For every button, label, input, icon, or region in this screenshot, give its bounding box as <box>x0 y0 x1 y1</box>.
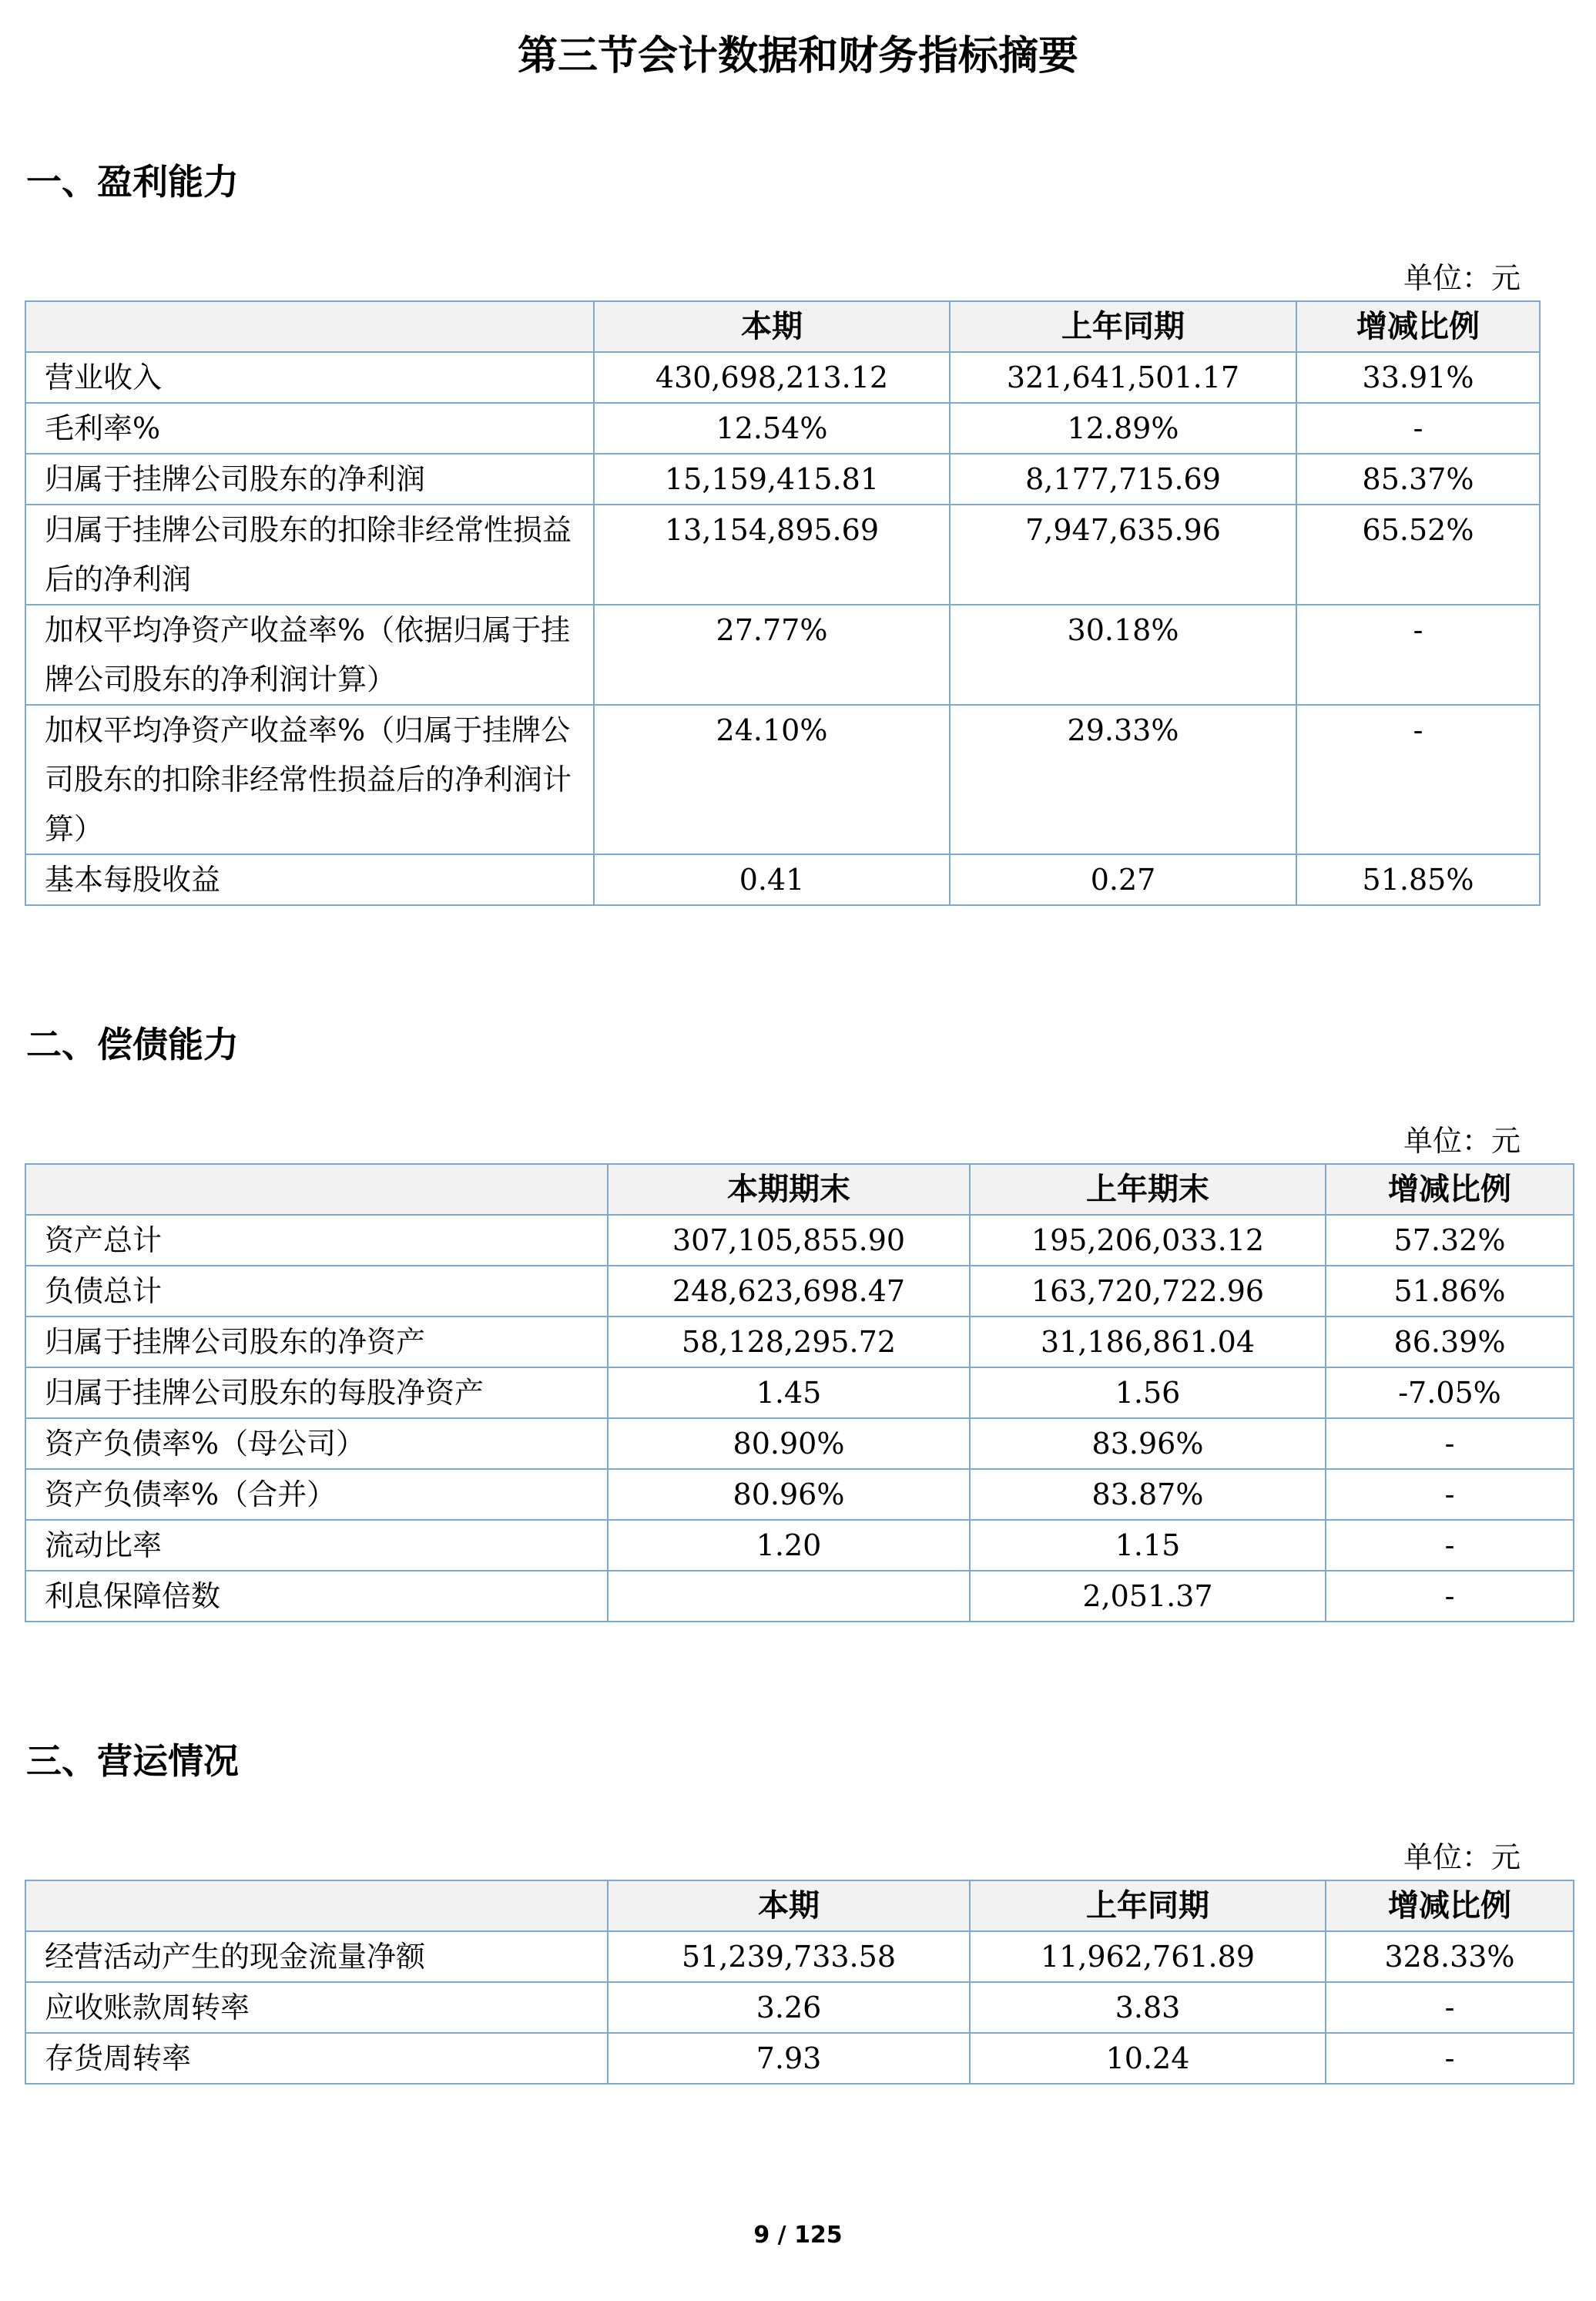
row-label: 营业收入 <box>25 352 594 403</box>
current-value: 27.77% <box>594 605 950 705</box>
unit-label: 单位：元 <box>1403 261 1521 295</box>
current-value: 7.93 <box>608 2033 970 2084</box>
row-label: 应收账款周转率 <box>25 1982 608 2033</box>
prior-value: 7,947,635.96 <box>950 505 1296 605</box>
prior-value: 12.89% <box>950 403 1296 454</box>
row-label: 归属于挂牌公司股东的净资产 <box>25 1317 608 1367</box>
change-ratio: -7.05% <box>1326 1367 1574 1418</box>
change-ratio: - <box>1296 403 1540 454</box>
table-row <box>25 1982 1574 2033</box>
row-label: 毛利率% <box>25 403 594 454</box>
current-value: 0.41 <box>594 854 950 905</box>
current-value: 58,128,295.72 <box>608 1317 970 1367</box>
row-label: 加权平均净资产收益率%（归属于挂牌公司股东的扣除非经常性损益后的净利润计算） <box>25 705 594 854</box>
table-row <box>25 854 1540 905</box>
header-cell: 上年同期 <box>970 1880 1326 1931</box>
row-label: 归属于挂牌公司股东的每股净资产 <box>25 1367 608 1418</box>
change-ratio: 85.37% <box>1296 454 1540 505</box>
prior-value: 195,206,033.12 <box>970 1215 1326 1266</box>
current-value: 12.54% <box>594 403 950 454</box>
page-number <box>0 2222 1596 2249</box>
current-value: 3.26 <box>608 1982 970 2033</box>
current-value: 13,154,895.69 <box>594 505 950 605</box>
table-row <box>25 1571 1574 1622</box>
prior-value: 31,186,861.04 <box>970 1317 1326 1367</box>
current-value: 24.10% <box>594 705 950 854</box>
table-header-row <box>25 1164 1574 1215</box>
table-row <box>25 1469 1574 1520</box>
table-row <box>25 1266 1574 1317</box>
row-label: 负债总计 <box>25 1266 608 1317</box>
prior-value: 2,051.37 <box>970 1571 1326 1622</box>
row-label: 经营活动产生的现金流量净额 <box>25 1931 608 1982</box>
row-label: 资产负债率%（母公司） <box>25 1418 608 1469</box>
unit-label: 单位：元 <box>1403 1840 1521 1874</box>
total-pages: 125 <box>794 2222 843 2249</box>
page-title: 第三节会计数据和财务指标摘要 <box>517 33 1078 79</box>
section-heading-solvency: 二、偿债能力 <box>26 1024 239 1065</box>
change-ratio: - <box>1326 1571 1574 1622</box>
table-row <box>25 605 1540 705</box>
header-cell: 本期 <box>608 1880 970 1931</box>
change-ratio: 57.32% <box>1326 1215 1574 1266</box>
section-heading-profitability: 一、盈利能力 <box>26 161 239 203</box>
current-value: 15,159,415.81 <box>594 454 950 505</box>
header-cell: 本期 <box>594 301 950 352</box>
current-value: 307,105,855.90 <box>608 1215 970 1266</box>
table-row <box>25 1931 1574 1982</box>
table-row <box>25 352 1540 403</box>
header-cell: 增减比例 <box>1296 301 1540 352</box>
current-value: 430,698,213.12 <box>594 352 950 403</box>
current-value: 51,239,733.58 <box>608 1931 970 1982</box>
operations-table <box>25 1880 1574 2085</box>
row-label: 基本每股收益 <box>25 854 594 905</box>
change-ratio: - <box>1326 1469 1574 1520</box>
current-value: 1.45 <box>608 1367 970 1418</box>
unit-label: 单位：元 <box>1403 1124 1521 1158</box>
table-row <box>25 505 1540 605</box>
header-cell: 增减比例 <box>1326 1880 1574 1931</box>
row-label: 存货周转率 <box>25 2033 608 2084</box>
change-ratio: 328.33% <box>1326 1931 1574 1982</box>
row-label: 归属于挂牌公司股东的净利润 <box>25 454 594 505</box>
prior-value: 10.24 <box>970 2033 1326 2084</box>
prior-value: 83.96% <box>970 1418 1326 1469</box>
table-row <box>25 454 1540 505</box>
current-page: 9 <box>753 2222 770 2249</box>
table-row <box>25 1418 1574 1469</box>
change-ratio: - <box>1296 605 1540 705</box>
prior-value: 163,720,722.96 <box>970 1266 1326 1317</box>
table-row <box>25 2033 1574 2084</box>
current-value <box>608 1571 970 1622</box>
table-row <box>25 403 1540 454</box>
row-label: 资产负债率%（合并） <box>25 1469 608 1520</box>
prior-value: 0.27 <box>950 854 1296 905</box>
change-ratio: 33.91% <box>1296 352 1540 403</box>
row-label: 归属于挂牌公司股东的扣除非经常性损益后的净利润 <box>25 505 594 605</box>
prior-value: 1.56 <box>970 1367 1326 1418</box>
section-heading-operations: 三、营运情况 <box>26 1740 239 1782</box>
header-cell <box>25 1164 608 1215</box>
change-ratio: - <box>1326 2033 1574 2084</box>
prior-value: 3.83 <box>970 1982 1326 2033</box>
prior-value: 321,641,501.17 <box>950 352 1296 403</box>
row-label: 资产总计 <box>25 1215 608 1266</box>
header-cell: 本期期末 <box>608 1164 970 1215</box>
prior-value: 29.33% <box>950 705 1296 854</box>
table-row <box>25 1367 1574 1418</box>
change-ratio: - <box>1326 1520 1574 1571</box>
change-ratio: - <box>1326 1418 1574 1469</box>
current-value: 1.20 <box>608 1520 970 1571</box>
header-cell <box>25 1880 608 1931</box>
current-value: 80.90% <box>608 1418 970 1469</box>
change-ratio: 86.39% <box>1326 1317 1574 1367</box>
table-header-row <box>25 1880 1574 1931</box>
current-value: 80.96% <box>608 1469 970 1520</box>
prior-value: 8,177,715.69 <box>950 454 1296 505</box>
change-ratio: 65.52% <box>1296 505 1540 605</box>
solvency-table <box>25 1163 1574 1622</box>
header-cell: 上年同期 <box>950 301 1296 352</box>
change-ratio: 51.85% <box>1296 854 1540 905</box>
profitability-table <box>25 300 1541 906</box>
prior-value: 11,962,761.89 <box>970 1931 1326 1982</box>
header-cell <box>25 301 594 352</box>
table-header-row <box>25 301 1540 352</box>
row-label: 利息保障倍数 <box>25 1571 608 1622</box>
current-value: 248,623,698.47 <box>608 1266 970 1317</box>
header-cell: 上年期末 <box>970 1164 1326 1215</box>
table-row <box>25 1520 1574 1571</box>
row-label: 流动比率 <box>25 1520 608 1571</box>
header-cell: 增减比例 <box>1326 1164 1574 1215</box>
change-ratio: - <box>1296 705 1540 854</box>
change-ratio: 51.86% <box>1326 1266 1574 1317</box>
table-row <box>25 705 1540 854</box>
prior-value: 30.18% <box>950 605 1296 705</box>
row-label: 加权平均净资产收益率%（依据归属于挂牌公司股东的净利润计算） <box>25 605 594 705</box>
change-ratio: - <box>1326 1982 1574 2033</box>
prior-value: 1.15 <box>970 1520 1326 1571</box>
table-row <box>25 1215 1574 1266</box>
page-separator: / <box>777 2222 786 2249</box>
table-row <box>25 1317 1574 1367</box>
prior-value: 83.87% <box>970 1469 1326 1520</box>
